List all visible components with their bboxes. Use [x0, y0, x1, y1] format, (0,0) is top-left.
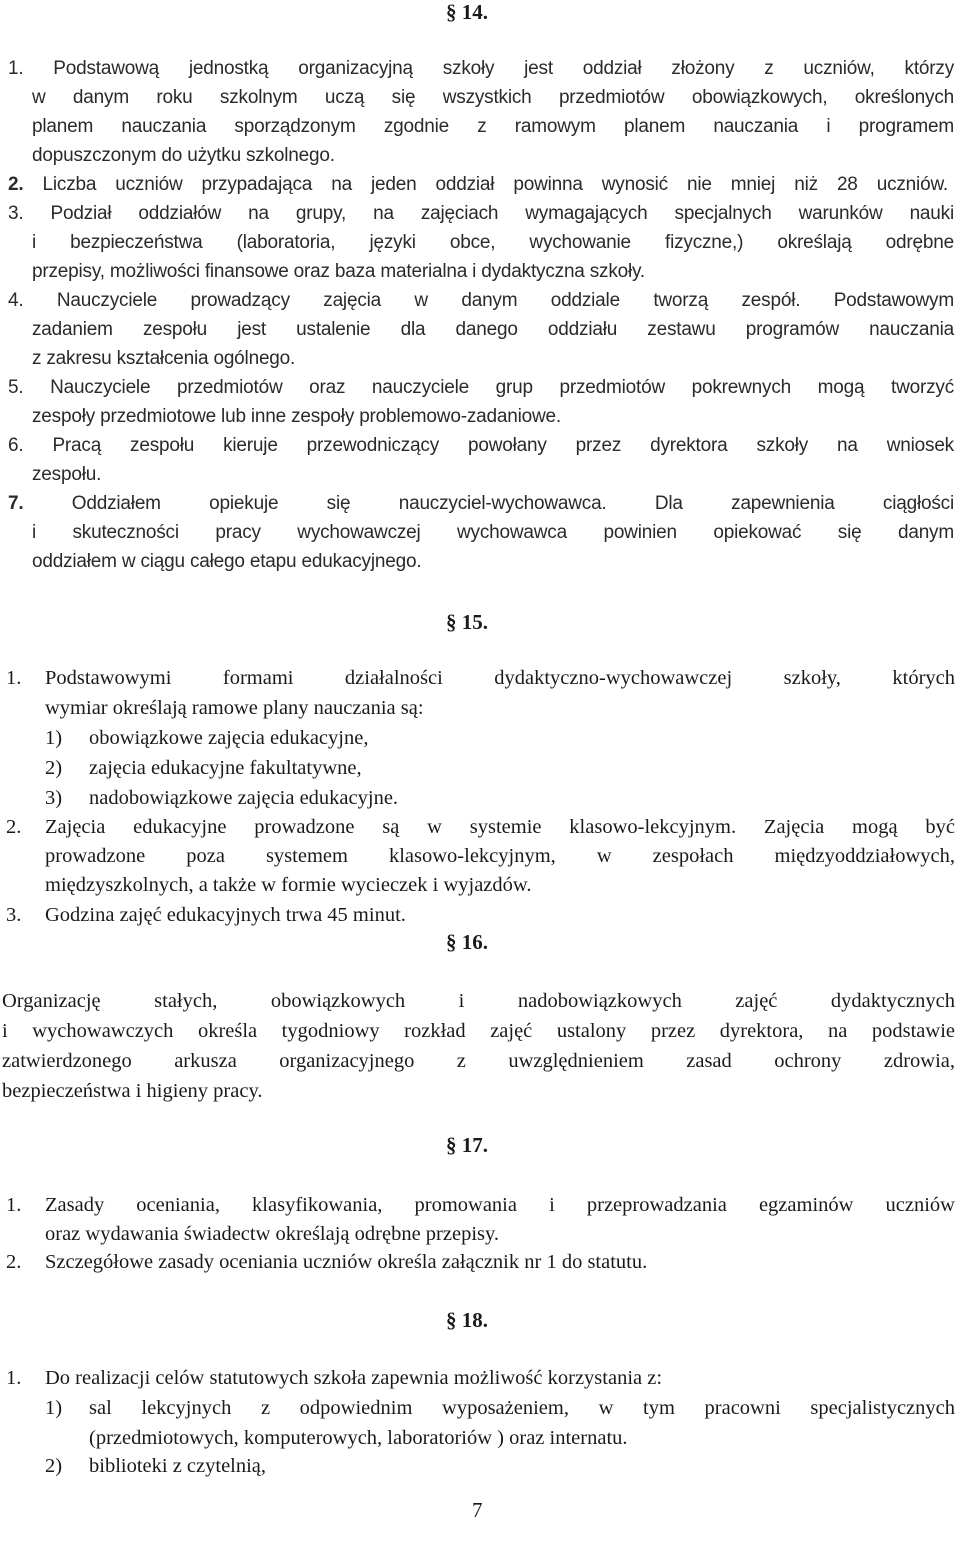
s14-p5-text-2: zespoły przedmiotowe lub inne zespoły problemowo-zadaniowe.: [32, 406, 561, 427]
s14-p6-text-2: zespołu.: [32, 464, 102, 485]
s14-p3-line1: [8, 199, 954, 228]
s18-item-1-text-2: (przedmiotowych, komputerowych, laboratoriów ) oraz internatu.: [89, 1427, 628, 1449]
s14-p4-line2: [32, 315, 954, 344]
s14-p3-number: 3.: [8, 203, 24, 224]
s14-p1-line4: [32, 141, 335, 170]
s14-p7-line3: [32, 547, 421, 576]
s16-line4: [2, 1077, 263, 1106]
s14-p3-text-2: i bezpieczeństwa (laboratoria, języki obce, wychowanie fizyczne,) określają odrębne: [32, 232, 954, 253]
s14-p5-number: 5.: [8, 377, 24, 398]
s17-p2-number: 2.: [6, 1251, 22, 1273]
s15-p1-line2: [45, 694, 424, 723]
s14-p5-line1: [8, 373, 954, 402]
s15-p2-line1: [45, 813, 955, 842]
s18-item-1-line2: [89, 1424, 628, 1453]
s14-p7-text-2: i skuteczności pracy wychowawczej wychowawca powinien opiekować się danym: [32, 522, 954, 543]
s14-p1-text-3: planem nauczania sporządzonym zgodnie z ramowym planem nauczania i programem: [32, 116, 954, 137]
s16-text-4: bezpieczeństwa i higieny pracy.: [2, 1080, 263, 1102]
s14-p6-number: 6.: [8, 435, 24, 456]
s15-p1-number: 1.: [6, 667, 22, 689]
s14-p7-line2: [32, 518, 954, 547]
s14-p1-text-2: w danym roku szkolnym uczą się wszystkich przedmiotów obowiązkowych, określonych: [32, 87, 954, 108]
s14-p1-line1: [8, 54, 954, 83]
s15-item-3-number: 3): [45, 787, 63, 809]
section-heading-15: § 15.: [446, 610, 488, 634]
s15-p1-line1: [45, 664, 955, 693]
s14-p4-text-3: z zakresu kształcenia ogólnego.: [32, 348, 296, 369]
s14-p2-line1: [8, 170, 948, 199]
s14-p3-text-1: Podział oddziałów na grupy, na zajęciach wymagających specjalnych warunków nauki: [50, 203, 954, 224]
s14-p3-line2: [32, 228, 954, 257]
s14-p4-text-2: zadaniem zespołu jest ustalenie dla danego oddziału zestawu programów nauczania: [32, 319, 954, 340]
s15-p1-text-2: wymiar określają ramowe plany nauczania są:: [45, 697, 424, 719]
s15-p2-line3: [45, 871, 532, 900]
s15-item-1-text: obowiązkowe zajęcia edukacyjne,: [89, 727, 369, 749]
s16-text-1: Organizację stałych, obowiązkowych i nadobowiązkowych zajęć dydaktycznych: [2, 990, 955, 1012]
s14-p2-text-1: Liczba uczniów przypadająca na jeden oddział powinna wynosić nie mniej niż 28 uczniów.: [42, 174, 948, 195]
s14-p5-line2: [32, 402, 561, 431]
section-heading-14: § 14.: [446, 0, 488, 24]
s14-p6-line1: [8, 431, 954, 460]
s15-item-1: [45, 724, 368, 753]
section-heading-17: § 17.: [446, 1133, 488, 1157]
s18-item-1-line1: [89, 1394, 955, 1423]
s14-p7-line1: [8, 489, 954, 518]
s18-p1-text-1: Do realizacji celów statutowych szkoła zapewnia możliwość korzystania z:: [45, 1367, 663, 1389]
s16-line2: [2, 1017, 955, 1046]
s17-p2-line1: [45, 1248, 647, 1277]
s14-p2-number: 2.: [8, 174, 24, 195]
s18-p1-number: 1.: [6, 1367, 22, 1389]
s17-p2-text-1: Szczegółowe zasady oceniania uczniów określa załącznik nr 1 do statutu.: [45, 1251, 648, 1273]
s14-p7-text-1: Oddziałem opiekuje się nauczyciel-wychowawca. Dla zapewnienia ciągłości: [71, 493, 954, 514]
s17-p1-text-1: Zasady oceniania, klasyfikowania, promowania i przeprowadzania egzaminów uczniów: [45, 1194, 955, 1216]
s15-p2-text-2: prowadzone poza systemem klasowo-lekcyjnym, w zespołach międzyoddziałowych,: [45, 845, 955, 867]
s15-p2-line2: [45, 842, 955, 871]
s14-p4-line3: [32, 344, 295, 373]
s14-p1-line3: [32, 112, 954, 141]
s15-item-3: [45, 784, 398, 813]
s16-line3: [2, 1047, 955, 1076]
s16-line1: [2, 987, 955, 1016]
s14-p4-line1: [8, 286, 954, 315]
s17-p1-line1: [45, 1191, 955, 1220]
s18-item-1-text-1: sal lekcyjnych z odpowiednim wyposażeniem, w tym pracowni specjalistycznych: [89, 1397, 955, 1419]
section-heading-16: § 16.: [446, 930, 488, 954]
s14-p7-text-3: oddziałem w ciągu całego etapu edukacyjnego.: [32, 551, 422, 572]
s17-p1-number: 1.: [6, 1194, 22, 1216]
s16-text-2: i wychowawczych określa tygodniowy rozkład zajęć ustalony przez dyrektora, na podstawie: [2, 1020, 955, 1042]
s18-p1-line1: [45, 1364, 662, 1393]
s14-p1-number: 1.: [8, 58, 24, 79]
s14-p1-line2: [32, 83, 954, 112]
page-number: 7: [472, 1498, 483, 1522]
s17-p1-line2: [45, 1220, 499, 1249]
section-heading-18: § 18.: [446, 1308, 488, 1332]
s15-item-2: [45, 754, 362, 783]
s15-item-2-number: 2): [45, 757, 63, 779]
s14-p4-text-1: Nauczyciele prowadzący zajęcia w danym oddziale tworzą zespół. Podstawowym: [56, 290, 954, 311]
s14-p1-text-1: Podstawową jednostką organizacyjną szkoły jest oddział złożony z uczniów, którzy: [53, 58, 954, 79]
s14-p3-text-3: przepisy, możliwości finansowe oraz baza materialna i dydaktyczna szkoły.: [32, 261, 646, 282]
s18-item-1-number: 1): [45, 1397, 63, 1419]
s14-p6-text-1: Pracą zespołu kieruje przewodniczący powołany przez dyrektora szkoły na wniosek: [52, 435, 954, 456]
s14-p3-line3: [32, 257, 645, 286]
s15-p3-number: 3.: [6, 904, 22, 926]
s18-item-2-number: 2): [45, 1455, 63, 1477]
s14-p5-text-1: Nauczyciele przedmiotów oraz nauczyciele grup przedmiotów pokrewnych mogą tworzyć: [50, 377, 954, 398]
s15-p3-line1: [45, 901, 406, 930]
s16-text-3: zatwierdzonego arkusza organizacyjnego z uwzględnieniem zasad ochrony zdrowia,: [2, 1050, 955, 1072]
s15-item-2-text: zajęcia edukacyjne fakultatywne,: [89, 757, 362, 779]
s14-p7-number: 7.: [8, 493, 24, 514]
s14-p6-line2: [32, 460, 101, 489]
s15-item-1-number: 1): [45, 727, 63, 749]
s15-p1-text-1: Podstawowymi formami działalności dydaktyczno-wychowawczej szkoły, których: [45, 667, 955, 689]
s15-p2-number: 2.: [6, 816, 22, 838]
s15-item-3-text: nadobowiązkowe zajęcia edukacyjne.: [89, 787, 399, 809]
s18-item-2-line1: [89, 1452, 266, 1481]
s15-p2-text-3: międzyszkolnych, a także w formie wycieczek i wyjazdów.: [45, 874, 532, 896]
s14-p1-text-4: dopuszczonym do użytku szkolnego.: [32, 145, 335, 166]
s15-p3-text-1: Godzina zajęć edukacyjnych trwa 45 minut.: [45, 904, 406, 926]
s18-item-2-text-1: biblioteki z czytelnią,: [89, 1455, 267, 1477]
s14-p4-number: 4.: [8, 290, 24, 311]
s15-p2-text-1: Zajęcia edukacyjne prowadzone są w systemie klasowo-lekcyjnym. Zajęcia mogą być: [45, 816, 955, 838]
s17-p1-text-2: oraz wydawania świadectw określają odrębne przepisy.: [45, 1223, 500, 1245]
